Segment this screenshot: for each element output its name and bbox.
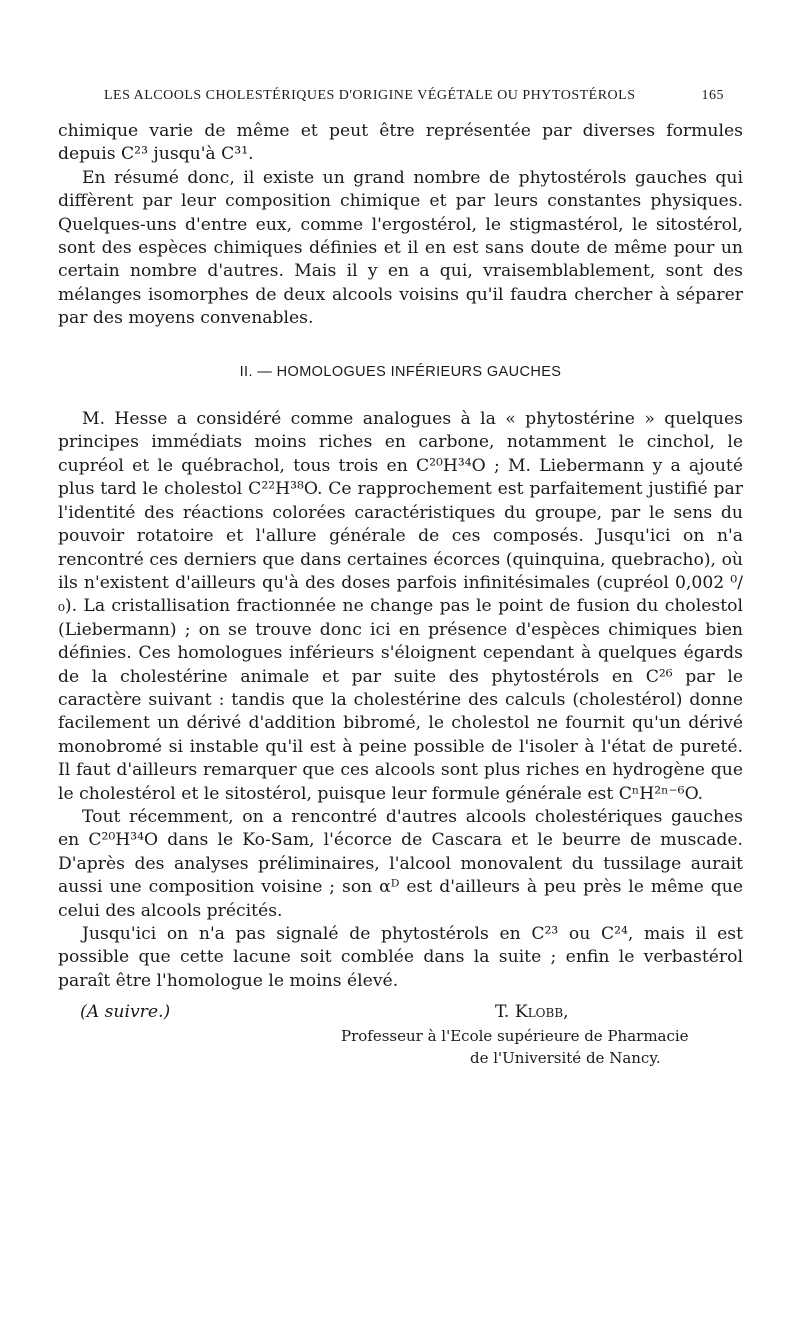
author-affiliation-line2: de l'Université de Nancy. <box>470 1049 661 1068</box>
page-number: 165 <box>701 88 724 103</box>
paragraph-continued: chimique varie de même et peut être représentée par diverses formules depuis C²³ jusqu'à C³¹. <box>58 121 743 165</box>
running-header <box>104 88 724 104</box>
continuation-note: (A suivre.) <box>80 1002 171 1023</box>
section-heading: II. — HOMOLOGUES INFÉRIEURS GAUCHES <box>239 363 562 380</box>
author-name: T. Klobb, <box>495 1002 569 1023</box>
paragraph-recent: Tout récemment, on a rencontré d'autres alcools cholestériques gauches en C²⁰H³⁴O dans le Ko-Sam, l'écorce de Cascara et le beurre de muscade. D'après des analyses préliminaires, l'alcool monovalent du tussilage aurait aussi une composition voisine ; son αᴰ est d'ailleurs à peu près le même que celui des alcools précités. <box>58 806 743 921</box>
body-text <box>58 120 743 1081</box>
author-affiliation-line1: Professeur à l'Ecole supérieure de Pharmacie <box>341 1027 689 1046</box>
running-title: LES ALCOOLS CHOLESTÉRIQUES D'ORIGINE VÉGÉTALE OU PHYTOSTÉROLS <box>104 88 636 103</box>
paragraph-hesse: M. Hesse a considéré comme analogues à la « phytostérine » quelques principes immédiats moins riches en carbone, notamment le cinchol, le cupréol et le québrachol, tous trois en C²⁰H³⁴O ; M. Liebermann y a ajouté plus tard le cholestol C²²H³⁸O. Ce rapprochement est parfaitement justifié par l'identité des réactions colorées caractéristiques du groupe, par le sens du pouvoir rotatoire et l'allure générale de ces composés. Jusqu'ici on n'a rencontré ces derniers que dans certaines écorces (quinquina, quebracho), où ils n'existent d'ailleurs qu'à des doses parfois infinitésimales (cupréol 0,002 ⁰/₀). La cristallisation fractionnée ne change pas le point de fusion du cholestol (Liebermann) ; on se trouve donc ici en présence d'espèces chimiques bien définies. Ces homologues inférieurs s'éloignent cependant à quelques égards de la cholestérine animale et par suite des phytostérols en C²⁶ par le caractère suivant : tandis que la cholestérine des calculs (cholestérol) donne facilement un dérivé d'addition bibromé, le cholestol ne fournit qu'un dérivé monobromé si instable qu'il est à peine possible de l'isoler à l'état de pureté. Il faut d'ailleurs remarquer que ces alcools sont plus riches en hydrogène que le cholestérol et le sitostérol, puisque leur formule générale est CⁿH²ⁿ⁻⁶O. <box>58 409 743 804</box>
signature-block <box>58 1001 743 1081</box>
paragraph-conclusion: Jusqu'ici on n'a pas signalé de phytostérols en C²³ ou C²⁴, mais il est possible que cette lacune soit comblée dans la suite ; enfin le verbastérol paraît être l'homologue le moins élevé. <box>58 924 743 991</box>
paragraph-summary: En résumé donc, il existe un grand nombre de phytostérols gauches qui diffèrent par leur composition chimique et par leurs constantes physiques. Quelques-uns d'entre eux, comme l'ergostérol, le stigmastérol, le sitostérol, sont des espèces chimiques définies et il en est sans doute de même pour un certain nombre d'autres. Mais il y en a qui, vraisemblablement, sont des mélanges isomorphes de deux alcools voisins qu'il faudra chercher à séparer par des moyens convenables. <box>58 167 743 329</box>
